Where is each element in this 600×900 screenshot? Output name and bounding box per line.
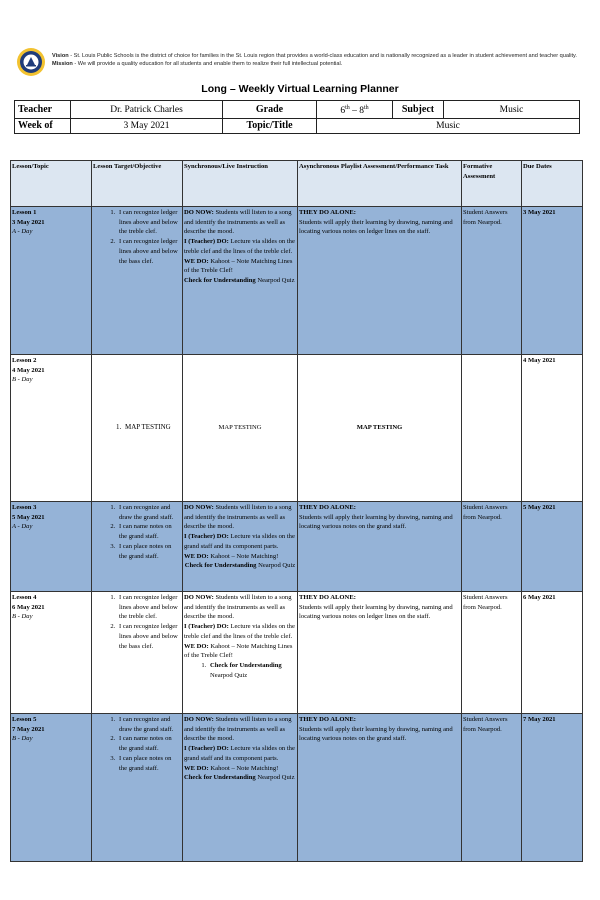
mission-line: Mission - We will provide a quality education for all students and enable them to realize their full intellectual potential. <box>52 61 343 67</box>
district-seal-icon <box>16 47 46 77</box>
subject-value: Music <box>444 101 580 119</box>
subject-label: Subject <box>393 101 444 119</box>
table-row <box>11 592 583 714</box>
plan-header-row <box>11 161 583 207</box>
sync-cell: MAP TESTING <box>183 355 298 502</box>
col-header-formative: Formative Assessment <box>462 161 522 207</box>
vision-mission-text <box>52 52 592 68</box>
formative-cell: Student Answers from Nearpod. <box>462 714 522 862</box>
lesson-cell: Lesson 1 3 May 2021 A - Day <box>11 207 92 355</box>
teacher-label: Teacher <box>15 101 71 119</box>
due-date-cell: 6 May 2021 <box>522 592 583 714</box>
async-cell: THEY DO ALONE: Students will apply their learning by drawing, naming and locating various notes on the grand staff. <box>298 714 462 862</box>
sync-cell: DO NOW: Students will listen to a song and identify the instruments as well as describe the mood. I (Teacher) DO: Lecture via slides on the grand staff and its component parts. WE DO: Kahoot – Note Matching! Check for Understanding Nearpod Quiz <box>183 502 298 592</box>
lesson-cell: Lesson 5 7 May 2021 B - Day <box>11 714 92 862</box>
async-cell: THEY DO ALONE: Students will apply their learning by drawing, naming and locating various notes on ledger lines on the staff. <box>298 592 462 714</box>
col-header-lesson: Lesson/Topic <box>11 161 92 207</box>
grade-label: Grade <box>223 101 317 119</box>
col-header-due: Due Dates <box>522 161 583 207</box>
lesson-plan-table <box>10 160 583 862</box>
async-cell: THEY DO ALONE: Students will apply their learning by drawing, naming and locating various notes on the grand staff. <box>298 502 462 592</box>
col-header-target: Lesson Target/Objective <box>92 161 183 207</box>
formative-cell <box>462 355 522 502</box>
table-row <box>11 714 583 862</box>
vision-mission-header <box>16 47 586 77</box>
objective-cell: 1. I can recognize and draw the grand staff. 2. I can name notes on the grand staff. 3. I can place notes on the grand staff. <box>92 502 183 592</box>
objective-cell: 1. I can recognize and draw the grand staff. 2. I can name notes on the grand staff. 3. I can place notes on the grand staff. <box>92 714 183 862</box>
lesson-cell: Lesson 3 5 May 2021 A - Day <box>11 502 92 592</box>
due-date-cell: 4 May 2021 <box>522 355 583 502</box>
objective-cell: 1. I can recognize ledger lines above and below the treble clef. 2. I can recognize ledger lines above and below the bass clef. <box>92 207 183 355</box>
table-row <box>11 355 583 502</box>
table-row <box>11 207 583 355</box>
planner-info-table <box>14 100 580 134</box>
formative-cell: Student Answers from Nearpod. <box>462 502 522 592</box>
col-header-async: Asynchronous Playlist Assessment/Performance Task <box>298 161 462 207</box>
table-row <box>11 502 583 592</box>
formative-cell: Student Answers from Nearpod. <box>462 592 522 714</box>
topic-value: Music <box>317 119 580 134</box>
teacher-value: Dr. Patrick Charles <box>71 101 223 119</box>
page-title: Long – Weekly Virtual Learning Planner <box>201 83 399 95</box>
col-header-sync: Synchronous/Live Instruction <box>183 161 298 207</box>
due-date-cell: 7 May 2021 <box>522 714 583 862</box>
week-label: Week of <box>15 119 71 134</box>
vision-line: Vision - St. Louis Public Schools is the district of choice for families in the St. Louis region that provides a world-class education and is nationally recognized as a leader in student achievement and teacher quality. <box>52 53 577 59</box>
sync-cell: DO NOW: Students will listen to a song and identify the instruments as well as describe the mood. I (Teacher) DO: Lecture via slides on the grand staff and its component parts. WE DO: Kahoot – Note Matching! Check for Understanding Nearpod Quiz <box>183 714 298 862</box>
lesson-cell: Lesson 4 6 May 2021 B - Day <box>11 592 92 714</box>
sync-cell: DO NOW: Students will listen to a song and identify the instruments as well as describe the mood. I (Teacher) DO: Lecture via slides on the treble clef and the lines of the treble clef. WE DO: Kahoot – Note Matching Lines of the Treble Clef! 1. Check for Understanding Nearpod Quiz <box>183 592 298 714</box>
objective-cell: 1. MAP TESTING <box>92 355 183 502</box>
objective-cell: 1. I can recognize ledger lines above and below the treble clef. 2. I can recognize ledger lines above and below the bass clef. <box>92 592 183 714</box>
async-cell: THEY DO ALONE: Students will apply their learning by drawing, naming and locating various notes on ledger lines on the staff. <box>298 207 462 355</box>
sync-cell: DO NOW: Students will listen to a song and identify the instruments as well as describe the mood. I (Teacher) DO: Lecture via slides on the treble clef and the lines of the treble clef. WE DO: Kahoot – Note Matching Lines of the Treble Clef! Check for Understanding Nearpod Quiz <box>183 207 298 355</box>
grade-value: 6th – 8th <box>317 101 393 119</box>
async-cell: MAP TESTING <box>298 355 462 502</box>
due-date-cell: 3 May 2021 <box>522 207 583 355</box>
lesson-cell: Lesson 2 4 May 2021 B - Day <box>11 355 92 502</box>
due-date-cell: 5 May 2021 <box>522 502 583 592</box>
week-value: 3 May 2021 <box>71 119 223 134</box>
topic-label: Topic/Title <box>223 119 317 134</box>
formative-cell: Student Answers from Nearpod. <box>462 207 522 355</box>
